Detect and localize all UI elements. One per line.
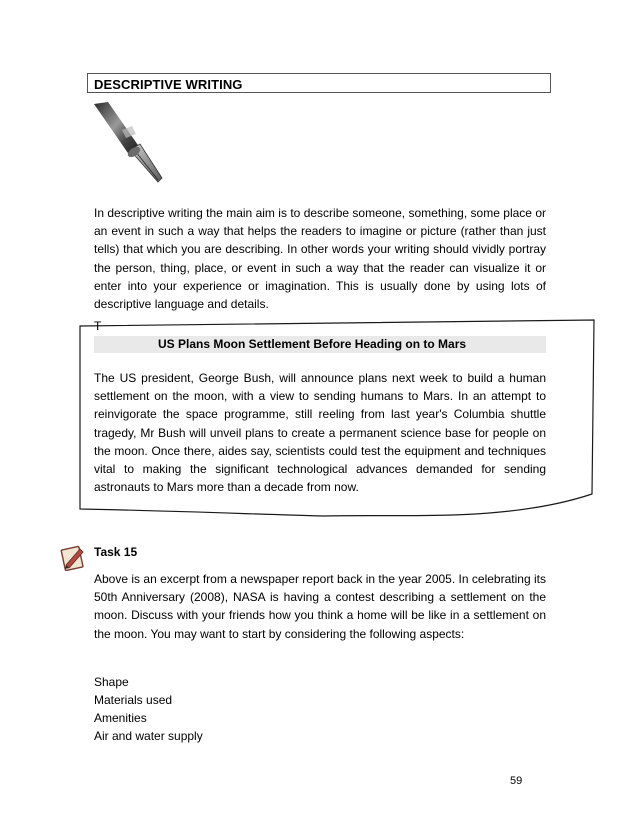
intro-paragraph: In descriptive writing the main aim is to describe someone, something, some place or an event in such a way that helps the readers to imagine or picture (rather than just tells) that which you are describing. In other words your writing should vividly portray the person, thing, place, or event in such a way that the reader can visualize it or enter into your experience or imagination. This is usually done by using lots of descriptive language and details. [94, 206, 546, 312]
task-title: Task 15 [94, 545, 138, 559]
page-number: 59 [510, 775, 523, 787]
section-heading: DESCRIPTIVE WRITING [87, 73, 551, 93]
news-excerpt-body: The US president, George Bush, will announce plans next week to build a human settlement on the moon, with a view to sending humans to Mars. In an attempt to reinvigorate the space programme, still reeling from last year's Columbia shuttle tragedy, Mr Bush will unveil plans to create a permanent science base for people on the moon. Once there, aides say, scientists could test the equipment and techniques vital to making the significant technological advances demanded for sending astronauts to Mars more than a decade from now. [94, 371, 546, 495]
news-headline: US Plans Moon Settlement Before Heading on to Mars [94, 336, 546, 353]
list-item: Air and water supply [94, 729, 203, 743]
list-item: Amenities [94, 711, 147, 725]
list-item: Shape [94, 675, 129, 689]
stray-letter: T [94, 319, 102, 333]
aspects-list [94, 673, 203, 745]
task-body: Above is an excerpt from a newspaper report back in the year 2005. In celebrating its 50th Anniversary (2008), NASA is having a contest describing a settlement on the moon. Discuss with your friends how you think a home will be like in a settlement on the moon. You may want to start by considering the following aspects: [94, 572, 546, 641]
list-item: Materials used [94, 693, 173, 707]
fountain-pen-icon [92, 100, 176, 192]
pencil-paper-icon [60, 543, 86, 571]
